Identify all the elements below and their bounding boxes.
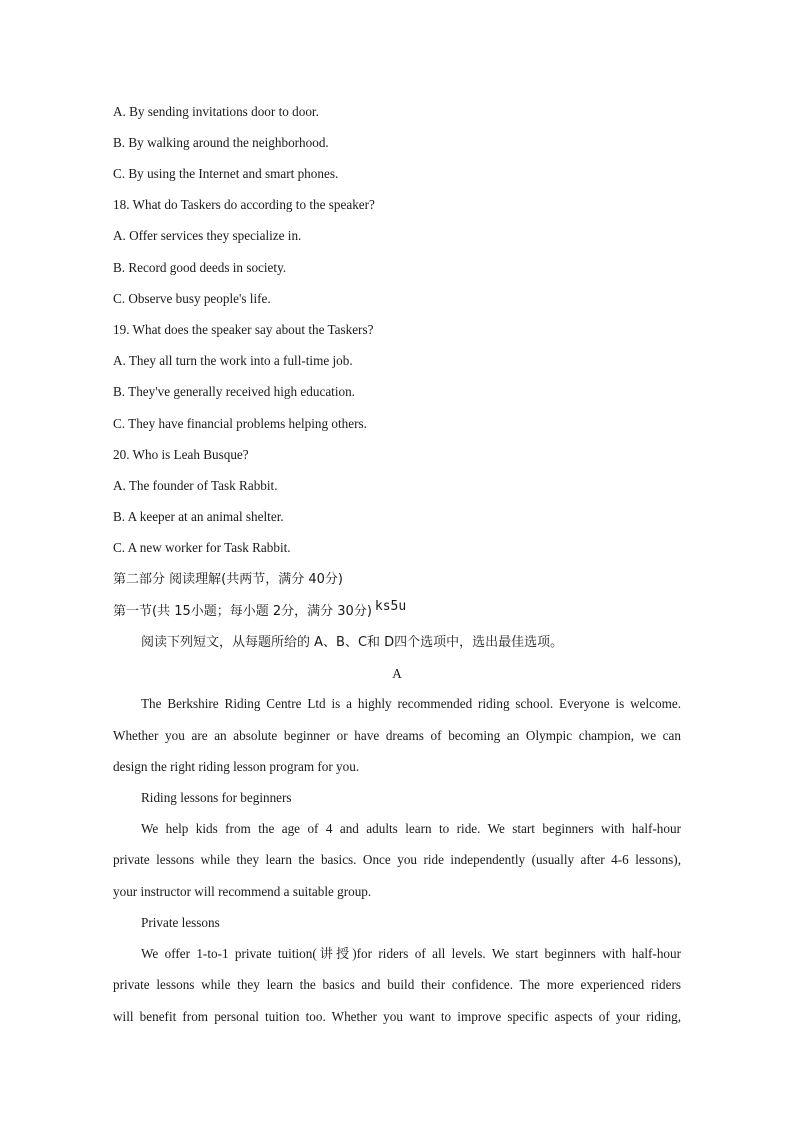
private-line-2: private lessons while they learn the basics and build their confidence. The more experienced riders <box>113 977 681 992</box>
q20-option-b: B. A keeper at an animal shelter. <box>113 509 284 524</box>
q17-option-a: A. By sending invitations door to door. <box>113 104 319 119</box>
q17-option-b: B. By walking around the neighborhood. <box>113 135 329 150</box>
q20-option-c: C. A new worker for Task Rabbit. <box>113 540 291 555</box>
beginners-line-1: We help kids from the age of 4 and adults learn to ride. We start beginners with half-hour <box>141 821 681 836</box>
beginners-line-2: private lessons while they learn the basics. Once you ride independently (usually after 4-6 lessons), <box>113 852 681 867</box>
section1-heading-row <box>113 599 407 620</box>
q19-option-c: C. They have financial problems helping others. <box>113 416 367 431</box>
intro-line-3: design the right riding lesson program for you. <box>113 759 360 774</box>
q18-option-b: B. Record good deeds in society. <box>113 260 287 275</box>
private-line-3: will benefit from personal tuition too. Whether you want to improve specific aspects of your riding, <box>113 1009 681 1024</box>
private-line-1: We offer 1-to-1 private tuition(讲授)for riders of all levels. We start beginners with half-hour <box>141 946 681 961</box>
q19-option-b: B. They've generally received high education. <box>113 384 355 399</box>
intro-line-1: The Berkshire Riding Centre Ltd is a highly recommended riding school. Everyone is welcome. <box>141 696 681 711</box>
beginners-line-3: your instructor will recommend a suitable group. <box>113 884 372 899</box>
q17-option-c: C. By using the Internet and smart phones. <box>113 166 339 181</box>
passage-label: A <box>392 666 402 681</box>
q20-option-a: A. The founder of Task Rabbit. <box>113 478 278 493</box>
q18-question: 18. What do Taskers do according to the speaker? <box>113 197 375 212</box>
part2-heading: 第二部分 阅读理解(共两节，满分 40分) <box>113 572 343 587</box>
reading-instruction: 阅读下列短文，从每题所给的 A、B、C和 D四个选项中，选出最佳选项。 <box>141 635 564 650</box>
section1-heading: 第一节(共 15小题；每小题 2分，满分 30分) <box>113 604 372 619</box>
private-heading: Private lessons <box>141 915 220 930</box>
intro-line-2: Whether you are an absolute beginner or have dreams of becoming an Olympic champion, we can <box>113 728 681 743</box>
q18-option-c: C. Observe busy people's life. <box>113 291 271 306</box>
q19-question: 19. What does the speaker say about the Taskers? <box>113 322 374 337</box>
q19-option-a: A. They all turn the work into a full-time job. <box>113 353 353 368</box>
q20-question: 20. Who is Leah Busque? <box>113 447 249 462</box>
q18-option-a: A. Offer services they specialize in. <box>113 228 302 243</box>
watermark: ks5u <box>374 599 407 614</box>
beginners-heading: Riding lessons for beginners <box>141 790 292 805</box>
